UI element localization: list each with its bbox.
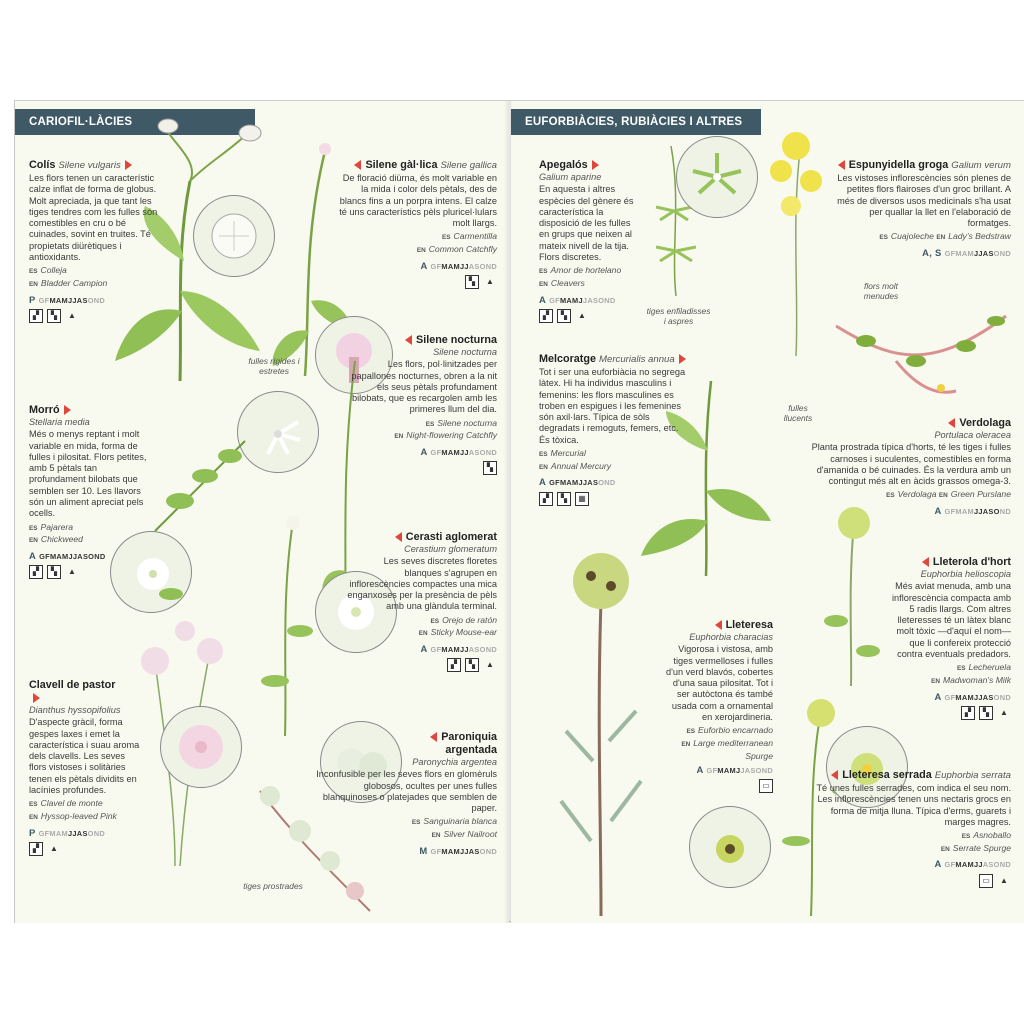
habitat-rocky-icon: ▞ <box>29 842 43 856</box>
pointer-arrow-icon <box>395 532 402 542</box>
months-flowering: MAMJJ <box>441 261 469 271</box>
months-off: ASOND <box>982 860 1011 870</box>
note-prostrate-stems: tiges prostrades <box>243 881 303 891</box>
flowering-calendar <box>539 476 689 488</box>
entry-name: Apegalós <box>539 159 588 171</box>
months-off: GF <box>706 766 718 776</box>
lang-en-label: EN <box>940 845 950 853</box>
life-form-code: A <box>420 445 428 457</box>
entry-clavell <box>29 679 141 856</box>
life-form-code: A <box>539 293 547 305</box>
entry-description: Més o menys reptant i molt variable en mida, forma de fulles i pilositat. Flors petites, amb 5 pètals tan profundament bilobats que semblen ser 10. Les llavors són un aliment apreciat pels ocells. <box>29 429 147 519</box>
entry-lleteresa <box>661 619 773 793</box>
lang-es-label: ES <box>430 617 440 625</box>
illustration-verdolaga <box>826 286 1016 406</box>
english-name: Green Purslane <box>950 489 1011 500</box>
scientific-name: Cerastium glomeratum <box>404 544 497 554</box>
flowering-calendar <box>29 294 159 306</box>
habitat-wasteland-icon: ▚ <box>47 565 61 579</box>
habitat-field-icon: ▞ <box>539 492 553 506</box>
habitat-field-icon: ▞ <box>29 565 43 579</box>
english-name: Chickweed <box>40 534 83 545</box>
lang-es-label: ES <box>956 665 966 673</box>
left-page <box>14 101 509 923</box>
habitat-wasteland-icon: ▚ <box>465 658 479 672</box>
entry-description: D'aspecte gràcil, forma gespes laxes i emet la característica i suau aroma dels clavells. Les seves flors vistoses i solitàries tenen els pètals dividits en lacínies profundes. <box>29 717 140 796</box>
life-form-code: A <box>934 505 942 517</box>
scientific-name: Silene gallica <box>440 160 497 171</box>
lang-es-label: ES <box>29 524 38 532</box>
section-header-right: EUFORBIÀCIES, RUBIÀCIES I ALTRES <box>511 109 761 135</box>
habitat-field-icon: ▞ <box>961 706 975 720</box>
entry-description: De floració diürna, és molt variable en la mida i color dels pètals, des de blancs fins a un porpra intens. El calze té uns característics pèls pluricel·lulars molt llargs. <box>339 173 497 229</box>
flowering-calendar <box>29 550 147 562</box>
detail-circle-clavell <box>160 706 242 788</box>
spanish-name: Lecheruela <box>968 662 1011 673</box>
entry-melcoratge <box>539 353 689 506</box>
entry-lleterola <box>886 556 1011 720</box>
flowering-calendar <box>811 858 1011 870</box>
lang-es-label: ES <box>886 492 895 500</box>
entry-colis <box>29 159 159 323</box>
entry-name: Lleterola d'hort <box>932 556 1011 568</box>
months-off: OND <box>87 295 106 305</box>
entry-silene-gallica <box>337 159 497 289</box>
english-name: Large mediterranean Spurge <box>693 737 773 761</box>
spanish-name: Verdolaga <box>897 489 937 500</box>
lang-en-label: EN <box>938 492 948 500</box>
spanish-name: Mercurial <box>550 448 586 459</box>
entry-cerasti <box>347 531 497 672</box>
months-flowering: MAMJJAS <box>441 846 480 856</box>
english-name: Lady's Bedstraw <box>948 231 1011 242</box>
months-flowering: JJAS <box>67 828 88 838</box>
right-page <box>511 101 1024 923</box>
flowering-calendar <box>347 643 497 655</box>
habitat-wasteland-icon: ▚ <box>483 461 497 475</box>
months-off: OND <box>87 828 105 838</box>
spanish-name: Pajarera <box>40 521 74 532</box>
english-name: Serrate Spurge <box>952 842 1011 853</box>
months-off: OND <box>993 692 1011 702</box>
life-form-code: A <box>934 858 942 870</box>
months-flowering: MAMJJ <box>441 447 469 457</box>
lang-en-label: EN <box>29 280 38 288</box>
spanish-name: Asnoballo <box>973 830 1011 841</box>
habitat-mountain-icon: ▲ <box>486 660 494 670</box>
english-name: Cleavers <box>550 277 585 288</box>
lang-es-label: ES <box>539 268 548 276</box>
pointer-arrow-icon <box>125 160 132 170</box>
months-flowering: MAMJJ <box>441 644 469 654</box>
habitat-field-icon: ▭ <box>979 874 993 888</box>
entry-name: Lleteresa <box>725 619 773 631</box>
entry-description: Planta prostrada típica d'horts, té les tiges i fulles carnoses i suculentes, comestibles en forma d'amanida o bé cuinades. És la verdura amb un contingut més alt en àcids grassos omega-3. <box>811 442 1011 487</box>
life-form-code: M <box>419 844 428 856</box>
detail-circle-colis <box>193 195 275 277</box>
habitat-field-icon: ▞ <box>539 309 553 323</box>
entry-description: Té unes fulles serrades, com indica el seu nom. Les inflorescències tenen uns nectaris grocs en forma de mitja lluna. Típica d'erms, guarets i marges magres. <box>816 783 1011 827</box>
habitat-wasteland-icon: ▚ <box>465 275 479 289</box>
months-off: GF <box>549 295 560 305</box>
pointer-arrow-icon <box>354 160 361 170</box>
note-rigid-leaves: fulles rígides i estretes <box>248 356 300 376</box>
months-off: JASOND <box>740 766 773 776</box>
months-off: GF <box>430 447 442 457</box>
months-flowering: GFMAMJJAS <box>549 478 599 488</box>
illustration-lleterola <box>806 501 896 691</box>
months-off: GF <box>430 261 442 271</box>
pointer-arrow-icon <box>922 557 929 567</box>
months-off: OND <box>993 249 1011 259</box>
entry-name: Silene gàl·lica <box>365 159 438 171</box>
months-flowering: MAMJ <box>717 766 741 776</box>
entry-lleteresa-serrada <box>811 769 1011 888</box>
entry-name: Silene nocturna <box>416 334 497 346</box>
habitat-mountain-icon: ▲ <box>68 310 76 320</box>
scientific-name: Dianthus hyssopifolius <box>29 705 121 715</box>
note-tiny-flowers: flors molt menudes <box>863 281 899 301</box>
english-name: Sticky Mouse-ear <box>430 627 497 638</box>
months-off: GFMAM <box>944 249 974 259</box>
entry-description: Les vistoses inflorescències són plenes de petites flors flairoses d'un groc brillant. A més de diversos usos medicinals s'ha usat per quallar la llet en l'elaboració de formatges. <box>837 173 1011 229</box>
entry-name: Clavell de pastor <box>29 679 116 691</box>
english-name: Silver Nailroot <box>443 829 497 840</box>
months-off: ASOND <box>468 644 497 654</box>
lang-en-label: EN <box>431 832 441 840</box>
habitat-wasteland-icon: ▚ <box>979 706 993 720</box>
spanish-name: Colleja <box>40 265 67 276</box>
months-flowering: JJAS <box>973 249 994 259</box>
lang-en-label: EN <box>416 247 426 255</box>
months-flowering: MAMJ <box>559 295 583 305</box>
flowering-calendar <box>345 446 497 458</box>
spanish-name: Amor de hortelano <box>550 265 622 276</box>
months-off: OND <box>598 478 616 488</box>
life-form-code: A <box>539 476 547 488</box>
months-off: OND <box>479 846 497 856</box>
months-off: GF <box>38 295 50 305</box>
entry-morro <box>29 404 147 579</box>
months-off: GFMAM <box>38 828 68 838</box>
scientific-name: Euphorbia serrata <box>934 770 1011 781</box>
entry-name: Espunyidella groga <box>848 159 949 171</box>
entry-verdolaga <box>811 417 1011 517</box>
life-form-code: A, S <box>922 247 942 259</box>
pointer-arrow-icon <box>64 405 71 415</box>
scientific-name: Paronychia argentea <box>412 757 497 767</box>
lang-es-label: ES <box>411 819 421 827</box>
scientific-name: Portulaca oleracea <box>934 430 1011 440</box>
pointer-arrow-icon <box>405 335 412 345</box>
lang-es-label: ES <box>961 833 971 841</box>
scientific-name: Silene nocturna <box>433 347 497 357</box>
habitat-mountain-icon: ▲ <box>1000 707 1008 717</box>
entry-paroniquia <box>315 731 497 857</box>
pointer-arrow-icon <box>948 418 955 428</box>
entry-silene-nocturna <box>345 334 497 475</box>
english-name: Hyssop-leaved Pink <box>40 810 117 821</box>
scientific-name: Euphorbia characias <box>689 632 773 642</box>
scientific-name: Stellaria media <box>29 417 90 427</box>
entry-name: Morró <box>29 404 60 416</box>
months-flowering: MAMJJAS <box>49 295 88 305</box>
months-off: ASOND <box>468 447 497 457</box>
habitat-field-icon: ▭ <box>759 779 773 793</box>
pointer-arrow-icon <box>33 693 40 703</box>
months-off: ND <box>999 507 1011 517</box>
flowering-calendar <box>661 764 773 776</box>
spanish-name: Carmentilla <box>453 231 497 242</box>
lang-es-label: ES <box>29 801 38 809</box>
life-form-code: A <box>420 259 428 271</box>
pointer-arrow-icon <box>831 770 838 780</box>
note-entangled-stems: tiges enfiladisses i aspres <box>646 306 711 326</box>
lang-es-label: ES <box>879 234 888 242</box>
entry-description: Inconfusible per les seves flors en glomèruls globosos, ocultes per unes fulles blanquinoses o platejades que semblen de paper. <box>316 769 497 814</box>
illustration-morro <box>145 431 255 541</box>
months-off: ASOND <box>468 261 497 271</box>
lang-es-label: ES <box>425 420 435 428</box>
habitat-wasteland-icon: ▚ <box>47 309 61 323</box>
habitat-mountain-icon: ▲ <box>1000 875 1008 885</box>
entry-name: Lleteresa serrada <box>842 769 932 781</box>
flowering-calendar <box>29 827 141 839</box>
illustration-cerasti <box>245 511 325 741</box>
detail-circle-apegalos <box>676 136 758 218</box>
lang-en-label: EN <box>539 463 548 471</box>
flowering-calendar <box>315 845 497 857</box>
english-name: Annual Mercury <box>550 460 612 471</box>
english-name: Madwoman's Milk <box>942 674 1011 685</box>
english-name: Bladder Campion <box>40 277 108 288</box>
life-form-code: A <box>29 549 37 561</box>
months-off: GFMAM <box>944 507 974 517</box>
detail-circle-lleteresa <box>689 806 771 888</box>
habitat-wasteland-icon: ▚ <box>557 492 571 506</box>
months-flowering: GFMAMJJASOND <box>39 551 106 561</box>
section-header-left: CARIOFIL·LÀCIES <box>15 109 255 135</box>
scientific-name: Euphorbia helioscopia <box>920 569 1011 579</box>
lang-en-label: EN <box>394 433 404 441</box>
entry-espunyidella <box>831 159 1011 259</box>
entry-description: Més aviat menuda, amb una inflorescència compacta amb 5 radis llargs. Com altres lleteresses té un làtex blanc molt tòxic —d'aquí el nom— que li confereix protecció contra eventuals predadors. <box>892 581 1011 660</box>
habitat-wasteland-icon: ▚ <box>557 309 571 323</box>
pointer-arrow-icon <box>679 354 686 364</box>
flowering-calendar <box>811 505 1011 517</box>
entry-name: Cerasti aglomerat <box>405 531 497 543</box>
months-off: GF <box>430 846 442 856</box>
flowering-calendar <box>539 294 637 306</box>
months-flowering: MAMJJAS <box>955 692 994 702</box>
months-off: JASOND <box>582 295 616 305</box>
habitat-field-icon: ▞ <box>447 658 461 672</box>
habitat-field-icon: ▞ <box>29 309 43 323</box>
months-off: GF <box>944 860 956 870</box>
habitat-urban-icon: ▦ <box>575 492 589 506</box>
entry-description: Tot i ser una euforbiàcia no segrega làtex. Hi ha individus masculins i femenins: les flors masculines es troben en espigues i les femenines són axil·lars. Típica de sòls degradats i remoguts, femers, etc. És tòxica. <box>539 367 686 445</box>
entry-description: Vigorosa i vistosa, amb tiges vermelloses i fulles d'un verd blavós, cobertes d'una saua pilositat. Tot i ser autòctona és també usada com a ornamental en xerojardineria. <box>666 644 773 723</box>
habitat-mountain-icon: ▲ <box>68 567 76 577</box>
english-name: Common Catchfly <box>428 244 497 255</box>
pointer-arrow-icon <box>838 160 845 170</box>
spanish-name: Silene nocturna <box>437 417 497 428</box>
lang-es-label: ES <box>539 451 548 459</box>
months-flowering: JJASO <box>973 507 1000 517</box>
lang-en-label: EN <box>418 630 428 638</box>
entry-name: Colís <box>29 159 56 171</box>
life-form-code: P <box>29 826 36 838</box>
flowering-calendar <box>831 247 1011 259</box>
spanish-name: Orejo de ratón <box>442 614 497 625</box>
pointer-arrow-icon <box>592 160 599 170</box>
illustration-lleteresa <box>531 541 671 921</box>
book-spread <box>14 100 1024 922</box>
habitat-mountain-icon: ▲ <box>486 276 494 286</box>
lang-es-label: ES <box>29 268 38 276</box>
lang-en-label: EN <box>29 537 38 545</box>
entry-description: Les seves discretes floretes blanques s'agrupen en inflorescències compactes una mica enganxoses per la presència de pèls amb una glàndula terminal. <box>347 556 497 612</box>
note-smooth-leaves: fulles llucents <box>783 403 813 423</box>
lang-es-label: ES <box>442 234 451 242</box>
lang-en-label: EN <box>936 234 946 242</box>
lang-en-label: EN <box>681 740 691 748</box>
life-form-code: A <box>696 764 704 776</box>
habitat-mountain-icon: ▲ <box>50 843 58 853</box>
entry-description: En aquesta i altres espècies del gènere és característica la disposició de les fulles en grups que neixen al mateix nivell de la tija. Flors discretes. <box>539 184 634 263</box>
months-flowering: MAMJJ <box>955 860 983 870</box>
spanish-name: Euforbio encarnado <box>697 725 773 736</box>
life-form-code: P <box>29 293 36 305</box>
months-off: GF <box>944 692 956 702</box>
spanish-name: Cuajoleche <box>890 231 934 242</box>
life-form-code: A <box>420 642 428 654</box>
entry-apegalos <box>539 159 637 323</box>
habitat-mountain-icon: ▲ <box>578 310 586 320</box>
scientific-name: Mercurialis annua <box>599 354 675 365</box>
months-off: GF <box>430 644 442 654</box>
spanish-name: Clavel de monte <box>40 798 103 809</box>
entry-name: Melcoratge <box>539 353 596 365</box>
lang-en-label: EN <box>931 677 940 685</box>
scientific-name: Galium aparine <box>539 172 602 182</box>
spanish-name: Sanguinaria blanca <box>423 816 497 827</box>
scientific-name: Galium verum <box>951 160 1011 171</box>
flowering-calendar <box>886 691 1011 703</box>
lang-en-label: EN <box>539 280 548 288</box>
lang-en-label: EN <box>29 813 38 821</box>
entry-description: Les flors, pol·linitzades per papallones nocturnes, obren a la nit els seus pètals profundament bilobats, que es recargolen amb les primeres llum del dia. <box>351 359 497 415</box>
scientific-name: Silene vulgaris <box>58 160 121 171</box>
life-form-code: A <box>934 690 942 702</box>
pointer-arrow-icon <box>715 620 722 630</box>
entry-description: Les flors tenen un característic calze inflat de forma de globus. Molt apreciada, ja que tant les tiges tendres com les fulles són comestibles en cru o bé cuinades, sovint en truites. Té propietats diürètiques i antioxidants. <box>29 173 158 263</box>
pointer-arrow-icon <box>430 732 437 742</box>
entry-name: Paroniquia argentada <box>441 731 497 756</box>
english-name: Night-flowering Catchfly <box>406 430 497 441</box>
entry-name: Verdolaga <box>959 417 1011 429</box>
flowering-calendar <box>337 260 497 272</box>
lang-es-label: ES <box>686 728 695 736</box>
